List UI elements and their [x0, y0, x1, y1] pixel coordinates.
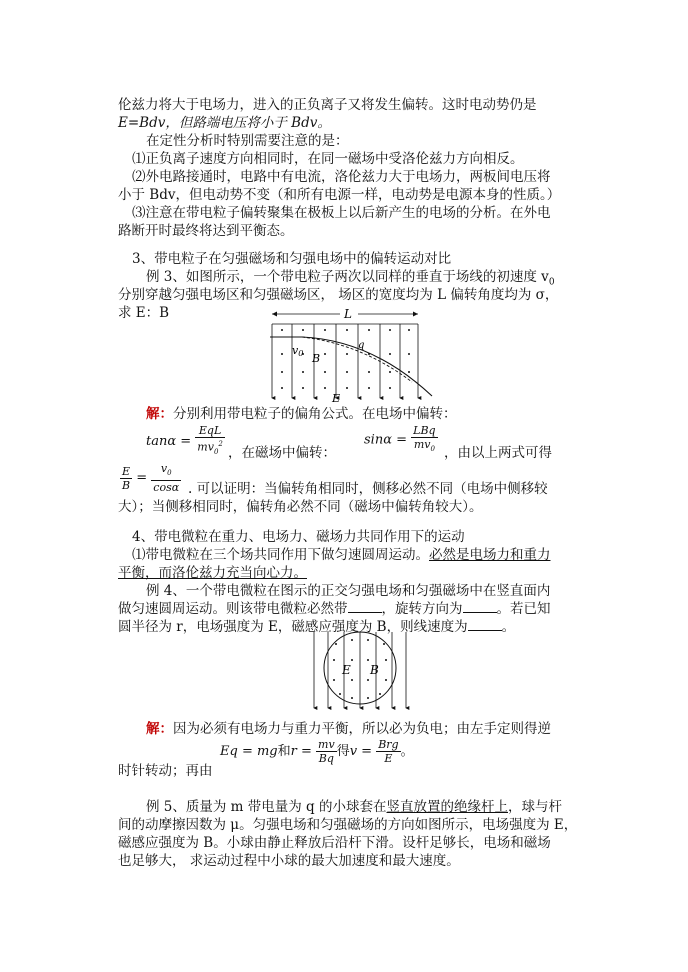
num-text: v	[160, 462, 168, 475]
numerator	[151, 462, 181, 481]
numerator: mv	[318, 738, 335, 751]
text-line: . 可以证明：当偏转角相同时，侧移必然不同（电场中侧移较	[188, 481, 548, 497]
den-sub: 0	[430, 445, 435, 454]
v-sub: 0	[298, 349, 304, 358]
figure-deflection	[262, 304, 434, 408]
text-line: 时针转动；再由	[118, 763, 213, 779]
underlined-text: 必然是电场力和重力	[429, 547, 551, 563]
formula-lhs: tanα =	[146, 433, 192, 449]
denominator	[411, 438, 437, 456]
numerator: Brg	[378, 738, 399, 751]
text-span: 例 5、质量为 m 带电量为 q 的小球套在	[146, 799, 387, 815]
subscript: 0	[548, 277, 555, 288]
label-B: B	[370, 663, 379, 677]
num-sub: 0	[167, 469, 172, 478]
numerator: E	[120, 465, 132, 479]
formula-word: 和	[277, 744, 291, 759]
v-label: v	[292, 344, 299, 357]
text-line	[118, 600, 551, 618]
den-sup: 2	[218, 440, 223, 448]
text-line: ⑶注意在带电粒子偏转聚集在极板上以后新产生的电场的分析。在外电	[132, 205, 551, 221]
text-line: 例 4、一个带电微粒在图示的正交匀强电场和匀强磁场中在竖直面内	[146, 583, 551, 599]
text-line: 也足够大， 求运动过程中小球的最大加速度和最大速度。	[118, 853, 460, 869]
formula-tan	[146, 424, 225, 459]
formula-ratio	[120, 462, 181, 494]
formula-end: 。	[400, 744, 414, 759]
text-line: 磁感应强度为 B。小球由静止释放后沿杆下滑。设杆足够长，电场和磁场	[118, 835, 551, 851]
text-line: 路断开时最终将达到平衡态。	[118, 223, 294, 239]
text-span: 圆半径为 r，电场强度为 E，磁感应强度为 B，则线速度为	[118, 619, 468, 635]
den-sub: 0	[213, 447, 219, 456]
text-span: 例 3、如图所示，一个带电粒子两次以同样的垂直于场线的初速度 v	[146, 269, 549, 285]
denominator	[195, 438, 225, 459]
text-span: 。若已知	[496, 601, 551, 617]
section-heading: 3、带电粒子在匀强磁场和匀强电场中的偏转运动对比	[132, 251, 452, 267]
section-heading: 4、带电微粒在重力、电场力、磁场力共同作用下的运动	[132, 529, 465, 545]
formula-word: 得	[336, 744, 350, 759]
solution-label: 解：	[146, 406, 173, 422]
text-span: ，在磁场中偏转：	[228, 445, 336, 461]
text-line: 间的动摩擦因数为 μ。匀强电场和匀强磁场的方向如图所示，电场强度为 E，	[118, 817, 578, 833]
formula-circle	[220, 738, 414, 765]
text-line: 在定性分析时特别需要注意的是：	[146, 133, 349, 149]
fraction	[195, 424, 225, 459]
answer-blank[interactable]	[348, 600, 382, 613]
fraction	[411, 424, 437, 456]
fraction	[151, 462, 181, 494]
text-line: 大）；当侧移相同时，偏转角必然不同（磁场中偏转角较大）。	[118, 499, 483, 515]
text-span: 。	[501, 619, 516, 635]
label-B: B	[312, 352, 321, 365]
solution-label: 解：	[146, 721, 173, 737]
text-line: ⑵外电路接通时，电路中有电流，洛伦兹力大于电场力，两板间电压将	[132, 169, 551, 185]
text-line	[132, 546, 551, 564]
text-line: 求 E：B	[118, 305, 170, 321]
answer-blank[interactable]	[463, 600, 497, 613]
text-span: ，球与杆	[508, 799, 562, 815]
denominator: cosα	[153, 481, 180, 495]
underlined-text: 平衡，而洛伦兹力充当向心力。	[118, 565, 307, 581]
numerator: LBq	[413, 424, 436, 437]
formula-sin	[364, 424, 438, 456]
equals: =	[136, 470, 148, 486]
text-line	[118, 114, 331, 132]
text-span: ⑴带电微粒在三个场共同作用下做匀速圆周运动。	[132, 547, 429, 563]
text-line	[146, 798, 562, 816]
fraction	[316, 738, 337, 765]
text-line	[146, 720, 551, 738]
denominator: E	[384, 752, 393, 765]
figure-circle-motion	[304, 630, 416, 712]
text-span: 做匀速圆周运动。则该带电微粒必然带	[118, 601, 348, 617]
denominator: Bq	[318, 752, 334, 765]
text-line: 分别穿越匀强电场区和匀强磁场区， 场区的宽度均为 L 偏转角度均为 σ，	[118, 287, 559, 303]
label-L: L	[344, 307, 352, 321]
text-span: 因为必须有电场力与重力平衡，所以必为负电；由左手定则得逆	[173, 721, 551, 737]
label-E: E	[342, 663, 351, 677]
text-line	[146, 405, 457, 423]
formula-part: Eq = mg	[220, 744, 278, 759]
text-line: ⑴正负离子速度方向相同时，在同一磁场中受洛伦兹力方向相反。	[132, 151, 524, 167]
label-v0	[292, 344, 303, 358]
text-span: ，旋转方向为	[381, 601, 463, 617]
underlined-text: 竖直放置的绝缘杆上	[386, 799, 508, 815]
den-text: mv	[197, 440, 214, 454]
text-line	[118, 564, 307, 582]
text-span: 分别利用带电粒子的偏角公式。在电场中偏转：	[173, 406, 457, 422]
text-line: 小于 Bdv，但电动势不变（和所有电源一样，电动势是电源本身的性质。）	[118, 187, 561, 203]
text-span: ，由以上两式可得	[444, 445, 552, 461]
formula-inline: E=Bdv，但路端电压将小于 Bdv。	[118, 115, 331, 131]
den-text: mv	[413, 438, 431, 451]
label-q: q	[358, 340, 365, 351]
formula-lhs: sinα =	[364, 432, 408, 448]
label-E: E	[332, 392, 341, 405]
formula-part: v =	[349, 744, 373, 759]
text-line: 伦兹力将大于电场力，进入的正负离子又将发生偏转。这时电动势仍是	[118, 97, 537, 113]
fraction	[376, 738, 400, 765]
answer-blank[interactable]	[468, 618, 502, 631]
formula-part: r =	[290, 744, 312, 759]
fraction	[120, 465, 132, 492]
denominator: B	[122, 478, 131, 492]
numerator: EqL	[195, 424, 225, 438]
